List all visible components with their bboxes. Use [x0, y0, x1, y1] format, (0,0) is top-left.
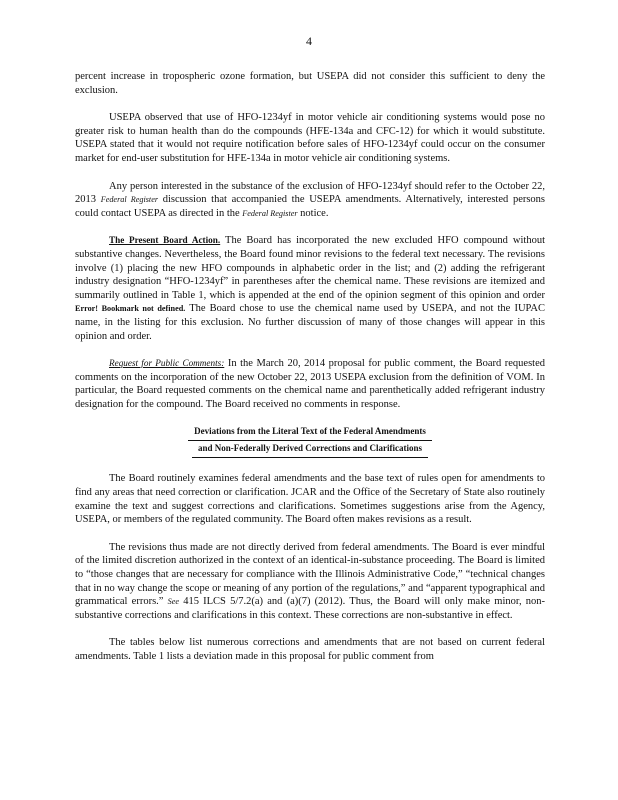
text-run: The Board has incorporated the new excluded HFO compound without substantive changes. Nevertheless, the Board found minor revisions to the federal text necessary. The revisions involve (1) placing the new HFO compounds in alphabetic order in the list; and (2) adding the refrigerant industry designation “HFO-1234yf” in parentheses after the chemical name. These revisions are itemized and summarily outlined in Table 1, which is appended at the end of the opinion segment of this opinion and order — [75, 235, 545, 301]
paragraph-routine-examination: The Board routinely examines federal amendments and the base text of rules open for amendments to find any areas that need correction or clarification. JCAR and the Office of the Secretary of State also routinely examine the text and suggest corrections and clarifications. Sometimes suggestions arise from the Agency, USEPA, or members of the regulated community. The Board often makes revisions as a result. — [75, 473, 545, 526]
text-run: In the March 20, 2014 proposal for public comment, the Board requested comments on the incorporation of the new October 22, 2013 USEPA exclusion from the definition of VOM. In particular, the Board requested comments on the chemical name and parenthetically added refrigerant industry designation for the compound. The Board received no comments in response. — [75, 358, 546, 410]
federal-register-citation: Federal Register — [100, 195, 159, 205]
run-in-heading: Request for Public Comments: — [109, 358, 225, 369]
bookmark-error: Error! Bookmark not defined. — [75, 304, 186, 314]
text-run: 415 ILCS 5/7.2(a) and (a)(7) (2012). Thus, the Board will only make minor, non-substantive corrections and clarifications in this context. These corrections are non-substantive in effect. — [75, 596, 546, 621]
paragraph-health-risk: USEPA observed that use of HFO-1234yf in motor vehicle air conditioning systems would pose no greater risk to human health than do the compounds (HFE-134a and CFC-12) for which it would substitute. USEPA stated that it would not require notification before sales of HFO-1234yf could occur on the consumer market for end-user substitution for HFE-134a in motor vehicle air conditioning systems. — [75, 112, 545, 164]
text-run: The revisions thus made are not directly derived from federal amendments. The Board is ever mindful of the limited discretion authorized in the context of an identical-in-substance proceeding. The Board is limited to “those changes that are necessary for compliance with the Illinois Administrative Code,” “technical changes that in no way change the scope or meaning of any portion of the regulations,” and “apparent typographical and grammatical errors.” — [75, 541, 545, 608]
paragraph-tables-below: The tables below list numerous corrections and amendments that are not based on current federal amendments. Table 1 lists a deviation made in this proposal for public comment from — [75, 637, 545, 662]
run-in-heading: The Present Board Action. — [109, 235, 221, 246]
page-number: 4 — [306, 34, 312, 48]
see-signal: See — [167, 597, 180, 607]
section-heading — [75, 425, 545, 458]
paragraph-ozone: percent increase in tropospheric ozone formation, but USEPA did not consider this sufficient to deny the exclusion. — [75, 71, 545, 96]
section-heading-line: and Non-Federally Derived Corrections and Clarifications — [192, 441, 428, 458]
paragraph-interested-persons — [75, 180, 545, 221]
section-heading-line: Deviations from the Literal Text of the Federal Amendments — [188, 425, 432, 441]
text-run: notice. — [297, 207, 329, 219]
paragraph-present-board-action — [75, 234, 545, 343]
paragraph-revisions-limits — [75, 541, 545, 623]
document-body — [75, 70, 545, 664]
text-run: The Board chose to use the chemical name used by USEPA, and not the IUPAC name, in the listing for this exclusion. No further discussion of many of those changes will appear in this opinion and order. — [75, 303, 545, 342]
paragraph-public-comments — [75, 357, 545, 411]
text-run: Any person interested in the substance of the exclusion of HFO-1234yf should refer to the October 22, 2013 — [75, 180, 545, 206]
federal-register-citation: Federal Register — [242, 208, 298, 218]
text-run: discussion that accompanied the USEPA amendments. Alternatively, interested persons could contact USEPA as directed in the — [75, 194, 546, 219]
